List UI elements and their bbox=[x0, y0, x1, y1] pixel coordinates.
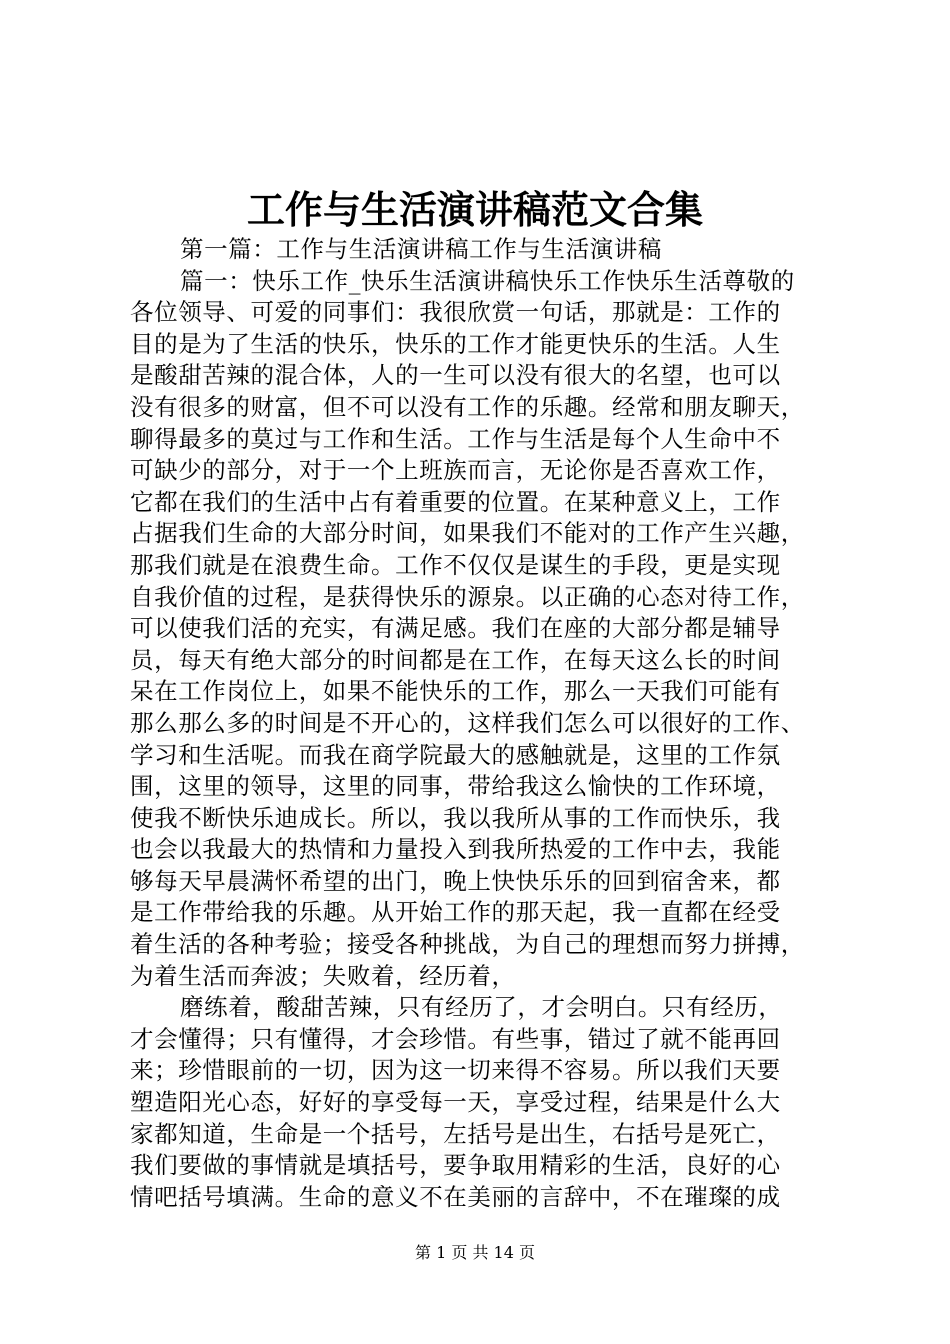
paragraph-line: 是工作带给我的乐趣。从开始工作的那天起，我一直都在经受 bbox=[130, 898, 781, 927]
paragraph-line: 各位领导、可爱的同事们：我很欣赏一句话，那就是：工作的 bbox=[130, 298, 781, 327]
paragraph-line: 它都在我们的生活中占有着重要的位置。在某种意义上，工作 bbox=[130, 487, 781, 516]
section-heading: 第一篇：工作与生活演讲稿工作与生活演讲稿 bbox=[180, 235, 662, 263]
paragraph-line: 篇一：快乐工作_快乐生活演讲稿快乐工作快乐生活尊敬的 bbox=[180, 266, 795, 295]
paragraph-line: 够每天早晨满怀希望的出门，晚上快快乐乐的回到宿舍来，都 bbox=[130, 866, 781, 895]
paragraph-line: 来；珍惜眼前的一切，因为这一切来得不容易。所以我们天要 bbox=[130, 1056, 781, 1085]
document-title: 工作与生活演讲稿范文合集 bbox=[246, 187, 703, 232]
document-body bbox=[130, 234, 830, 1213]
paragraph-line: 目的是为了生活的快乐，快乐的工作才能更快乐的生活。人生 bbox=[130, 329, 781, 358]
paragraph-line: 也会以我最大的热情和力量投入到我所热爱的工作中去，我能 bbox=[130, 835, 781, 864]
paragraph-line: 磨练着，酸甜苦辣，只有经历了，才会明白。只有经历， bbox=[180, 993, 783, 1022]
paragraph-line: 员，每天有绝大部分的时间都是在工作，在每天这么长的时间 bbox=[130, 645, 781, 674]
paragraph-line: 家都知道，生命是一个括号，左括号是出生，右括号是死亡， bbox=[130, 1119, 781, 1148]
paragraph-line: 着生活的各种考验；接受各种挑战，为自己的理想而努力拼搏， bbox=[130, 930, 805, 959]
paragraph-line: 那我们就是在浪费生命。工作不仅仅是谋生的手段，更是实现 bbox=[130, 550, 781, 579]
paragraph-line: 为着生活而奔波；失败着，经历着， bbox=[130, 961, 516, 990]
paragraph-line: 使我不断快乐迪成长。所以，我以我所从事的工作而快乐，我 bbox=[130, 803, 781, 832]
paragraph-line: 情吧括号填满。生命的意义不在美丽的言辞中，不在璀璨的成 bbox=[130, 1182, 781, 1211]
paragraph-line: 塑造阳光心态，好好的享受每一天，享受过程，结果是什么大 bbox=[130, 1088, 781, 1117]
paragraph-line: 我们要做的事情就是填括号，要争取用精彩的生活，良好的心 bbox=[130, 1151, 781, 1180]
paragraph-line: 那么那么多的时间是不开心的，这样我们怎么可以很好的工作、 bbox=[130, 708, 805, 737]
page-number-footer: 第 1 页 共 14 页 bbox=[415, 1243, 535, 1262]
paragraph-line: 可以使我们活的充实，有满足感。我们在座的大部分都是辅导 bbox=[130, 614, 781, 643]
paragraph-line: 占据我们生命的大部分时间，如果我们不能对的工作产生兴趣， bbox=[130, 519, 805, 548]
paragraph-line: 才会懂得；只有懂得，才会珍惜。有些事，错过了就不能再回 bbox=[130, 1024, 781, 1053]
paragraph-line: 没有很多的财富，但不可以没有工作的乐趣。经常和朋友聊天， bbox=[130, 392, 805, 421]
paragraph-line: 自我价值的过程，是获得快乐的源泉。以正确的心态对待工作， bbox=[130, 582, 805, 611]
paragraph-line: 学习和生活呢。而我在商学院最大的感触就是，这里的工作氛 bbox=[130, 740, 781, 769]
paragraph-line: 呆在工作岗位上，如果不能快乐的工作，那么一天我们可能有 bbox=[130, 677, 781, 706]
paragraph-line: 围，这里的领导，这里的同事，带给我这么愉快的工作环境， bbox=[130, 772, 781, 801]
paragraph-line: 聊得最多的莫过与工作和生活。工作与生活是每个人生命中不 bbox=[130, 424, 781, 453]
paragraph-line: 可缺少的部分，对于一个上班族而言，无论你是否喜欢工作， bbox=[130, 456, 781, 485]
paragraph-line: 是酸甜苦辣的混合体，人的一生可以没有很大的名望，也可以 bbox=[130, 361, 781, 390]
